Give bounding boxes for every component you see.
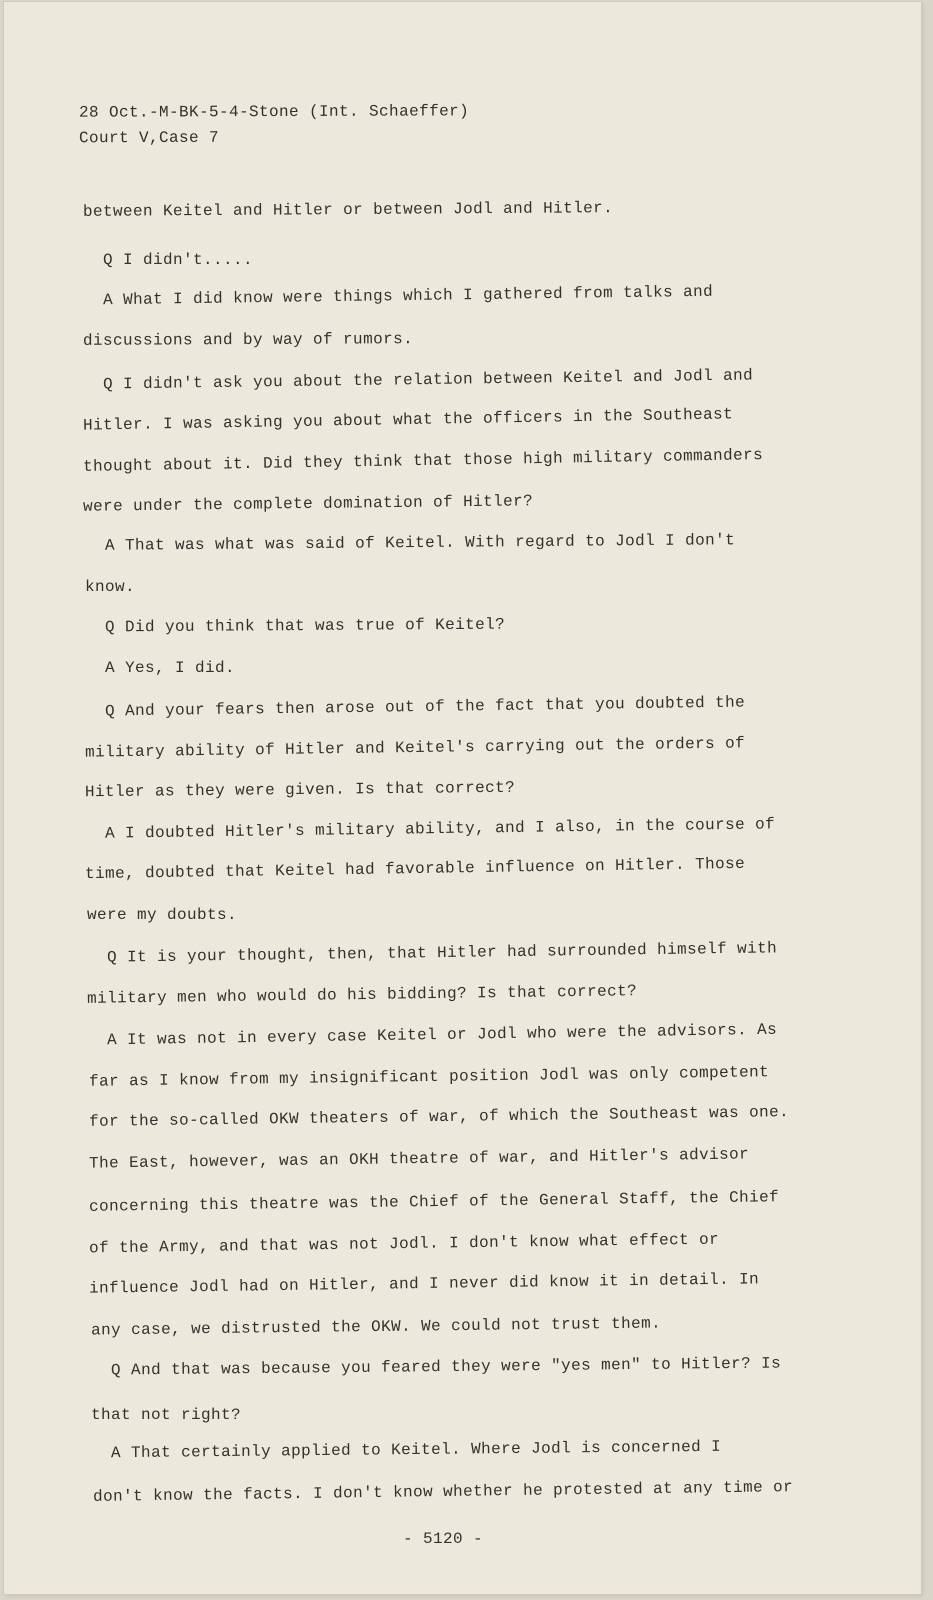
transcript-line: know. — [85, 578, 136, 596]
transcript-line: concerning this theatre was the Chief of the General Staff, the Chief — [88, 1188, 780, 1216]
transcript-line: of the Army, and that was not Jodl. I don't know what effect or — [88, 1230, 720, 1258]
transcript-line: Q I didn't ask you about the relation between Keitel and Jodl and — [102, 366, 754, 394]
transcript-line: A That was what was said of Keitel. With regard to Jodl I don't — [104, 531, 736, 555]
transcript-line: time, doubted that Keitel had favorable influence on Hitler. Those — [84, 854, 746, 884]
transcript-line: influence Jodl had on Hitler, and I never did know it in detail. In — [88, 1270, 760, 1298]
transcript-line: A Yes, I did. — [105, 659, 236, 677]
header-line-2: Court V,Case 7 — [78, 128, 220, 148]
transcript-line: don't know the facts. I don't know whether he protested at any time or — [92, 1478, 794, 1506]
transcript-page — [4, 2, 921, 1594]
transcript-line: A It was not in every case Keitel or Jodl who were the advisors. As — [106, 1020, 778, 1050]
transcript-line: The East, however, was an OKH theatre of war, and Hitler's advisor — [88, 1145, 750, 1173]
header-line-1: 28 Oct.-M-BK-5-4-Stone (Int. Schaeffer) — [78, 102, 470, 122]
transcript-line: A What I did know were things which I gathered from talks and — [102, 282, 714, 310]
transcript-line: for the so-called OKW theaters of war, of which the Southeast was one. — [88, 1103, 790, 1131]
page-number: - 5120 - — [403, 1530, 484, 1548]
transcript-line: were my doubts. — [87, 906, 238, 924]
transcript-line: Q It is your thought, then, that Hitler had surrounded himself with — [106, 939, 778, 967]
transcript-line: Hitler. I was asking you about what the officers in the Southeast — [82, 405, 734, 435]
transcript-line: thought about it. Did they think that those high military commanders — [82, 446, 764, 476]
transcript-line: A That certainly applied to Keitel. Where Jodl is concerned I — [110, 1437, 722, 1463]
transcript-line: military men who would do his bidding? Is that correct? — [86, 982, 638, 1008]
transcript-line: any case, we distrusted the OKW. We could not trust them. — [90, 1314, 662, 1340]
transcript-line: were under the complete domination of Hitler? — [82, 492, 534, 516]
transcript-line: Q And that was because you feared they were "yes men" to Hitler? Is — [110, 1354, 782, 1380]
transcript-line: A I doubted Hitler's military ability, and I also, in the course of — [104, 815, 776, 843]
transcript-line: Q Did you think that was true of Keitel? — [104, 615, 506, 637]
transcript-line: Hitler as they were given. Is that correct? — [84, 778, 516, 802]
transcript-line: military ability of Hitler and Keitel's carrying out the orders of — [84, 734, 746, 762]
transcript-line: Q I didn't..... — [103, 251, 254, 269]
transcript-line: Q And your fears then arose out of the fact that you doubted the — [104, 693, 746, 721]
transcript-line: discussions and by way of rumors. — [82, 330, 414, 350]
transcript-line: that not right? — [91, 1406, 242, 1424]
transcript-line: far as I know from my insignificant position Jodl was only competent — [88, 1063, 770, 1091]
transcript-line: between Keitel and Hitler or between Jodl and Hitler. — [82, 199, 614, 221]
